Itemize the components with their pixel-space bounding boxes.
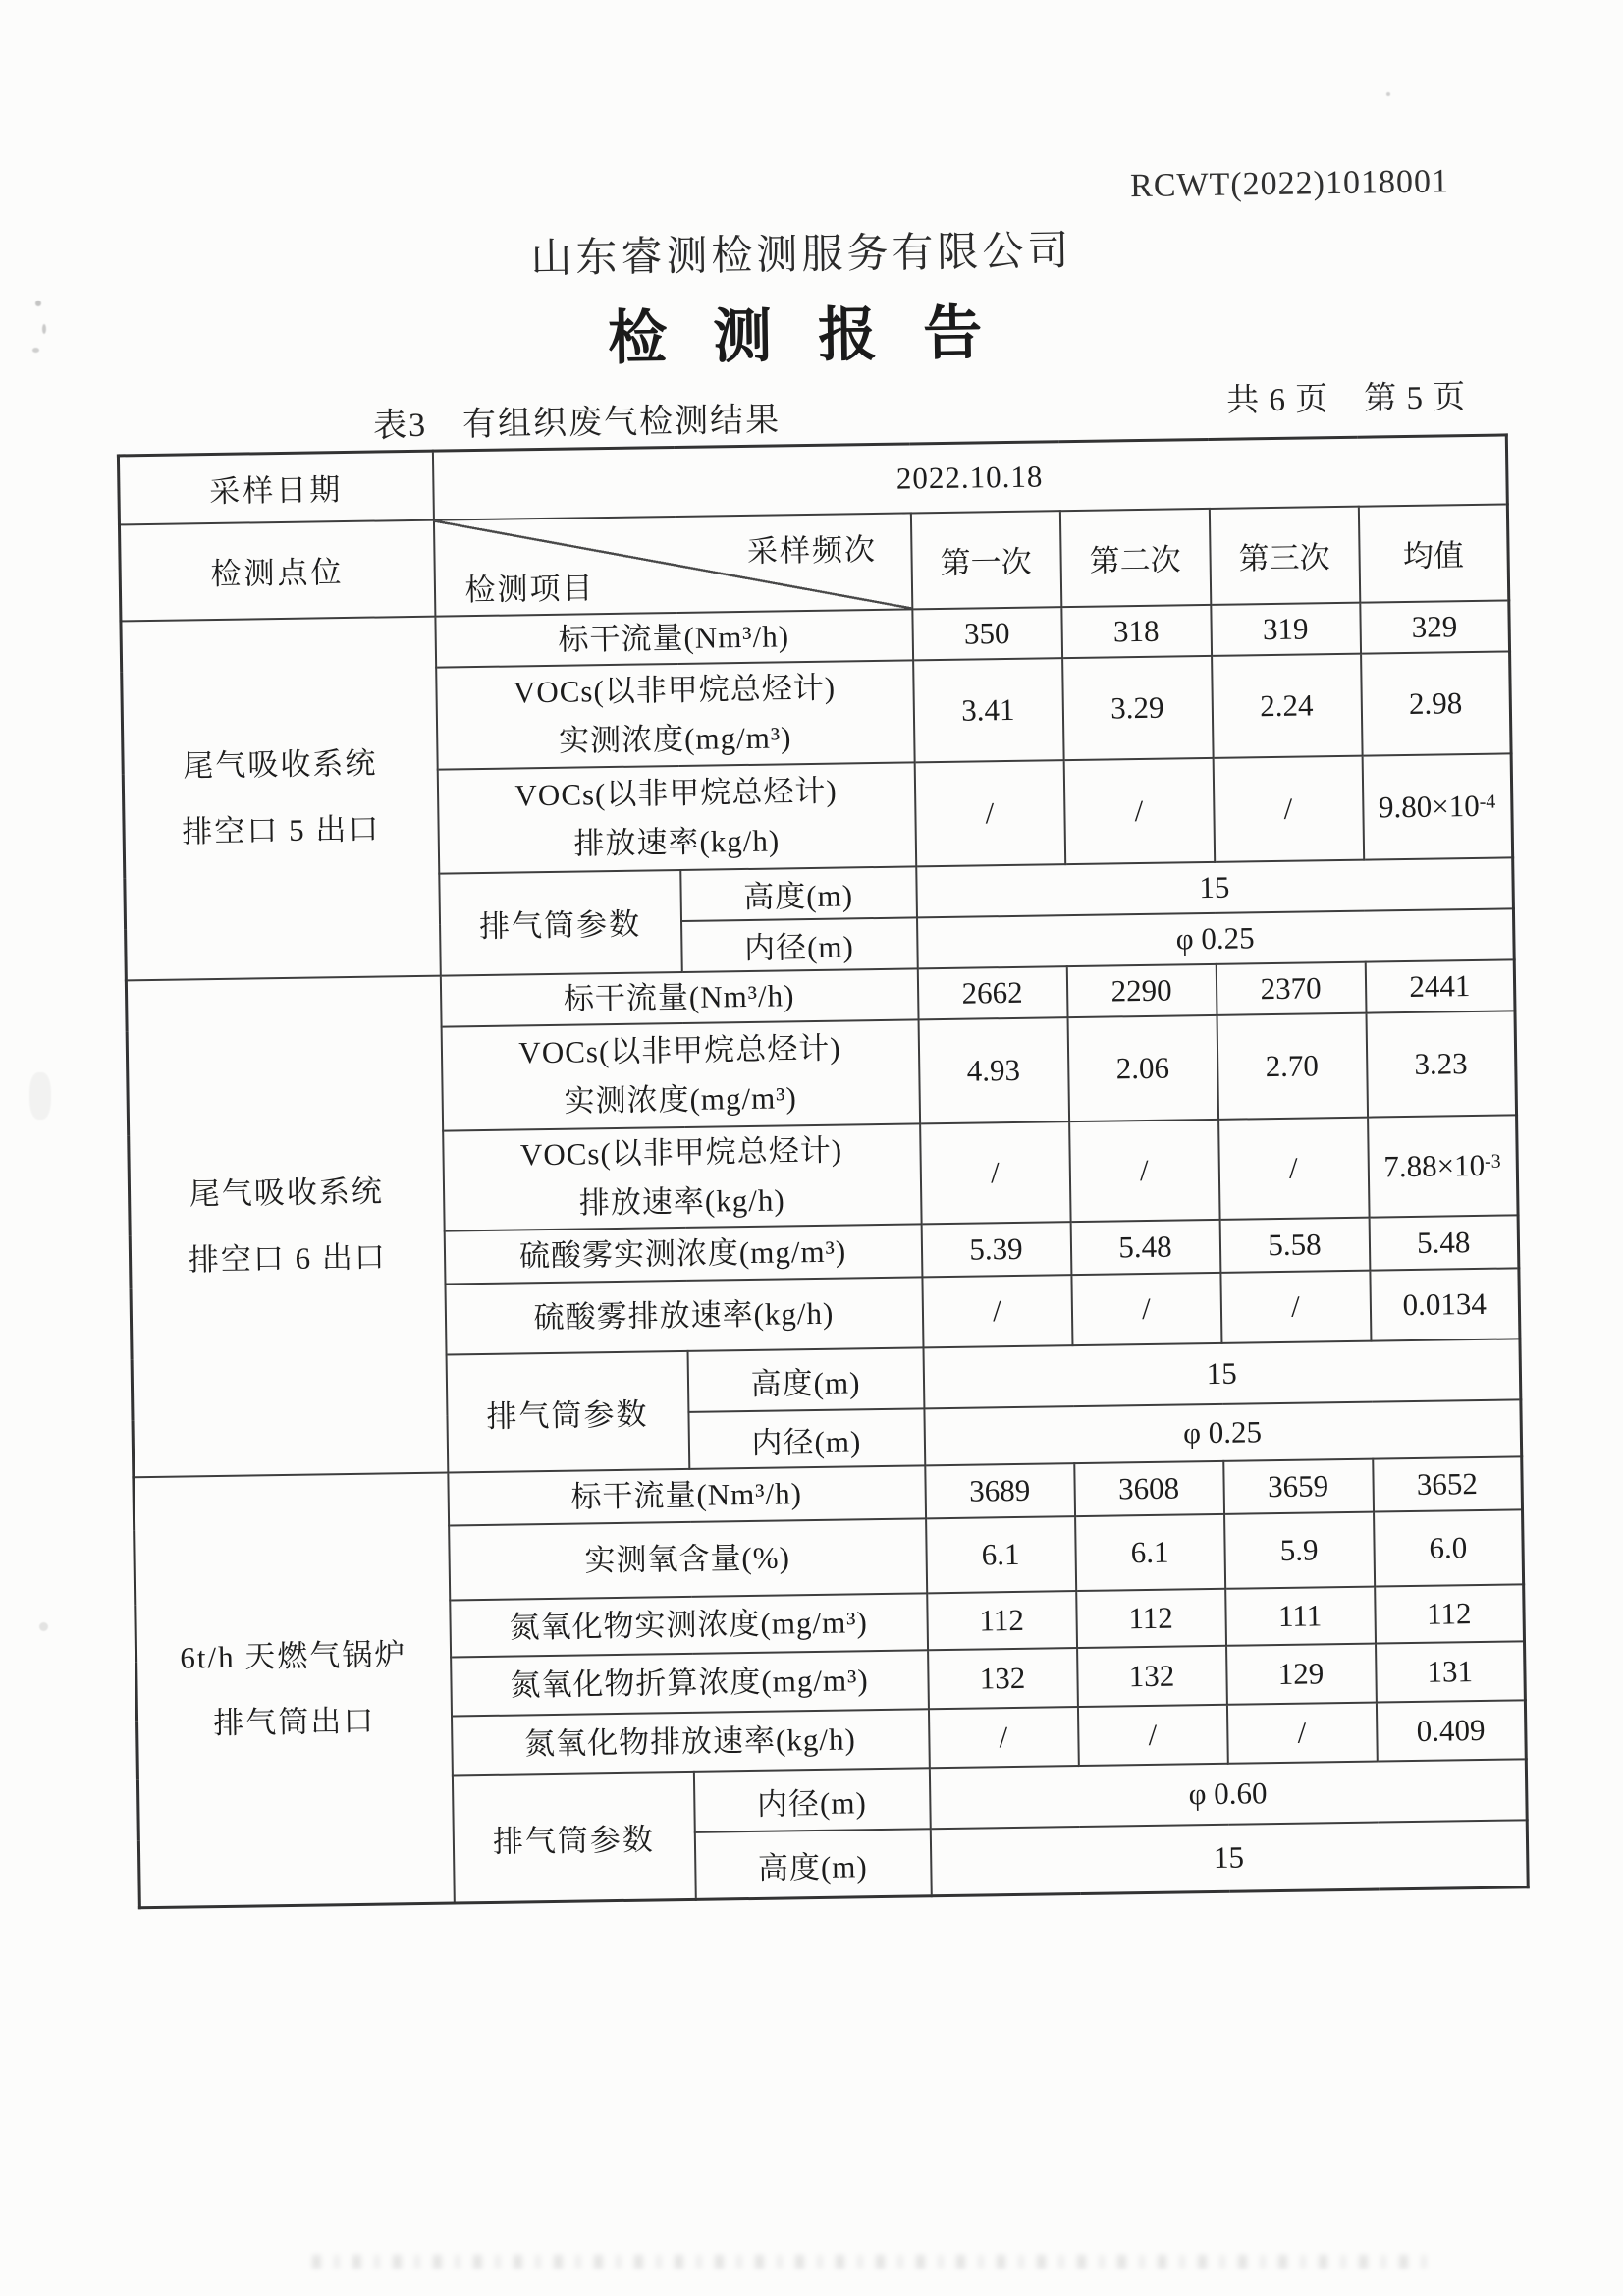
page-info	[1226, 371, 1467, 421]
value-cell: 3608	[1074, 1461, 1224, 1516]
param-sub-label-cell: 内径(m)	[693, 1769, 930, 1833]
table-caption: 表3 有组织废气检测结果	[372, 402, 782, 445]
param-sub-label-cell: 高度(m)	[687, 1348, 924, 1413]
param-value-cell: 15	[930, 1821, 1528, 1896]
value-cell: /	[1077, 1705, 1227, 1766]
row-label-line: 排放速率(kg/h)	[578, 1182, 785, 1221]
value-cell: 3.29	[1062, 656, 1214, 760]
value-cell: 5.39	[921, 1222, 1071, 1277]
value-cell: 129	[1226, 1644, 1377, 1705]
value-cell: 3659	[1223, 1459, 1374, 1514]
row-label-line: VOCs(以非甲烷总烃计)	[519, 1132, 843, 1173]
param-value-cell: φ 0.60	[929, 1760, 1527, 1830]
value-cell: 2441	[1365, 959, 1515, 1012]
row-label-line: 排放速率(kg/h)	[573, 823, 781, 861]
row-label-line: 实测浓度(mg/m³)	[564, 1080, 798, 1119]
section-label-cell	[134, 1473, 454, 1908]
param-sub-label-cell: 内径(m)	[681, 917, 918, 972]
section-name-line: 尾气吸收系统	[183, 745, 378, 784]
value-cell: 3.23	[1366, 1011, 1517, 1117]
sampling-date-label-cell: 采样日期	[118, 451, 433, 524]
row-label-line: 氮氧化物折算浓度(mg/m³)	[510, 1663, 869, 1703]
value-cell: 3.41	[913, 658, 1064, 762]
section-label-cell	[126, 975, 447, 1477]
param-sub-label-cell: 高度(m)	[680, 866, 917, 921]
param-value-cell: 15	[916, 857, 1514, 917]
stack-params-label-cell: 排气筒参数	[439, 870, 682, 976]
item-label: 检测项目	[464, 570, 595, 607]
value-cell: 132	[928, 1648, 1078, 1709]
report-number: RCWT(2022)1018001	[1129, 163, 1450, 205]
value-cell: /	[1069, 1120, 1220, 1223]
row-label-line: VOCs(以非甲烷总烃计)	[518, 1030, 841, 1070]
report-title: 检 测 报 告	[607, 301, 999, 372]
value-cell: 0.409	[1376, 1701, 1526, 1762]
value-cell: /	[1226, 1703, 1377, 1764]
section-name-line: 尾气吸收系统	[189, 1174, 385, 1212]
avg-value-exponent: -3	[1484, 1150, 1501, 1174]
row-label-line: 氮氧化物排放速率(kg/h)	[523, 1722, 857, 1762]
row-label-line: 硫酸雾实测浓度(mg/m³)	[518, 1233, 847, 1274]
section-label-cell	[121, 616, 440, 980]
row-label-line: 标干流量(Nm³/h)	[558, 618, 790, 657]
value-cell: /	[914, 760, 1065, 866]
value-cell: /	[1071, 1273, 1221, 1345]
value-cell: 319	[1211, 602, 1361, 655]
row-label-line: 实测氧含量(%)	[584, 1540, 791, 1578]
value-cell: /	[928, 1707, 1078, 1768]
freq-col-header-2: 第二次	[1059, 508, 1210, 606]
row-label-cell	[450, 1594, 928, 1658]
row-label-line: 实测浓度(mg/m³)	[558, 719, 792, 758]
avg-value-base: 7.88×10	[1383, 1148, 1486, 1184]
section-name-line: 6t/h 天燃气锅炉	[180, 1637, 407, 1676]
value-cell: 0.0134	[1370, 1269, 1520, 1341]
section-name-line: 排空口 6 出口	[188, 1239, 388, 1278]
param-sub-label-cell: 高度(m)	[694, 1830, 931, 1900]
emission-results-table	[117, 433, 1530, 1909]
value-cell: 350	[912, 607, 1062, 660]
value-cell: 329	[1360, 600, 1510, 653]
value-cell: /	[1213, 755, 1364, 861]
value-cell: 5.9	[1224, 1512, 1375, 1589]
value-cell: 2290	[1066, 964, 1217, 1017]
row-label-cell	[452, 1710, 930, 1776]
value-cell: 5.48	[1369, 1216, 1519, 1271]
param-value-cell: φ 0.25	[916, 908, 1514, 968]
value-cell: /	[1063, 758, 1215, 864]
row-label-line: 氮氧化物实测浓度(mg/m³)	[509, 1605, 869, 1645]
value-cell	[1362, 753, 1513, 859]
avg-value-exponent: -4	[1479, 791, 1496, 813]
param-value-cell: 15	[923, 1339, 1521, 1409]
value-cell: 4.93	[918, 1017, 1069, 1123]
row-label-cell	[451, 1651, 929, 1717]
param-value-cell: φ 0.25	[924, 1400, 1522, 1466]
value-cell: 112	[927, 1591, 1077, 1650]
monitoring-point-label-cell: 检测点位	[119, 519, 434, 621]
row-label-line: VOCs(以非甲烷总烃计)	[513, 670, 837, 709]
value-cell: /	[1218, 1118, 1370, 1221]
value-cell: 131	[1376, 1642, 1526, 1703]
value-cell: /	[920, 1121, 1071, 1225]
avg-value-base: 9.80×10	[1378, 788, 1480, 825]
diagonal-header-cell	[433, 513, 911, 616]
freq-col-header-avg: 均值	[1358, 504, 1508, 602]
value-cell: 318	[1061, 604, 1212, 657]
value-cell: /	[922, 1275, 1072, 1347]
row-label-cell	[449, 1519, 927, 1601]
value-cell: 3689	[925, 1463, 1075, 1518]
page-current: 第 5 页	[1363, 380, 1467, 417]
value-cell: /	[1220, 1271, 1371, 1343]
value-cell: 2.98	[1361, 651, 1512, 755]
value-cell: 2662	[917, 966, 1067, 1019]
sampling-date-value-cell: 2022.10.18	[432, 435, 1507, 519]
row-label-cell	[436, 660, 914, 769]
row-label-cell	[448, 1466, 926, 1526]
row-label-cell	[440, 968, 918, 1026]
value-cell: 6.1	[1075, 1514, 1225, 1591]
param-sub-label-cell: 内径(m)	[688, 1409, 925, 1470]
stack-params-label-cell: 排气筒参数	[452, 1772, 695, 1903]
row-label-line: 硫酸雾排放速率(kg/h)	[533, 1295, 835, 1336]
value-cell: 2.24	[1212, 653, 1363, 757]
value-cell: 6.0	[1374, 1510, 1524, 1587]
value-cell: 2.06	[1067, 1015, 1218, 1121]
pages-total: 共 6 页	[1225, 382, 1329, 419]
section-name-line: 排空口 5 出口	[182, 811, 381, 849]
value-cell: 112	[1076, 1589, 1226, 1648]
freq-col-header-3: 第三次	[1209, 506, 1359, 604]
value-cell: 3652	[1373, 1457, 1523, 1512]
row-label-line: 标干流量(Nm³/h)	[570, 1476, 803, 1514]
value-cell	[1368, 1115, 1519, 1218]
value-cell: 112	[1375, 1585, 1525, 1644]
value-cell: 2.70	[1217, 1013, 1368, 1120]
frequency-label: 采样频次	[746, 531, 878, 569]
freq-col-header-1: 第一次	[910, 511, 1060, 609]
value-cell: 6.1	[926, 1516, 1076, 1593]
value-cell: 132	[1077, 1646, 1227, 1707]
value-cell: 5.48	[1070, 1220, 1220, 1275]
value-cell: 5.58	[1219, 1218, 1370, 1273]
row-label-cell	[441, 1019, 920, 1130]
row-label-cell	[443, 1123, 921, 1231]
row-label-cell	[444, 1225, 922, 1285]
section-name-line: 排气筒出口	[213, 1703, 376, 1741]
row-label-cell	[435, 609, 913, 667]
value-cell: 2370	[1216, 961, 1366, 1014]
row-label-cell	[445, 1278, 923, 1355]
row-label-line: 标干流量(Nm³/h)	[563, 977, 795, 1016]
company-name: 山东睿测检测服务有限公司	[530, 228, 1073, 283]
row-label-line: VOCs(以非甲烷总烃计)	[514, 773, 838, 812]
value-cell: 111	[1225, 1587, 1376, 1646]
stack-params-label-cell: 排气筒参数	[446, 1351, 689, 1473]
row-label-cell	[437, 762, 916, 873]
